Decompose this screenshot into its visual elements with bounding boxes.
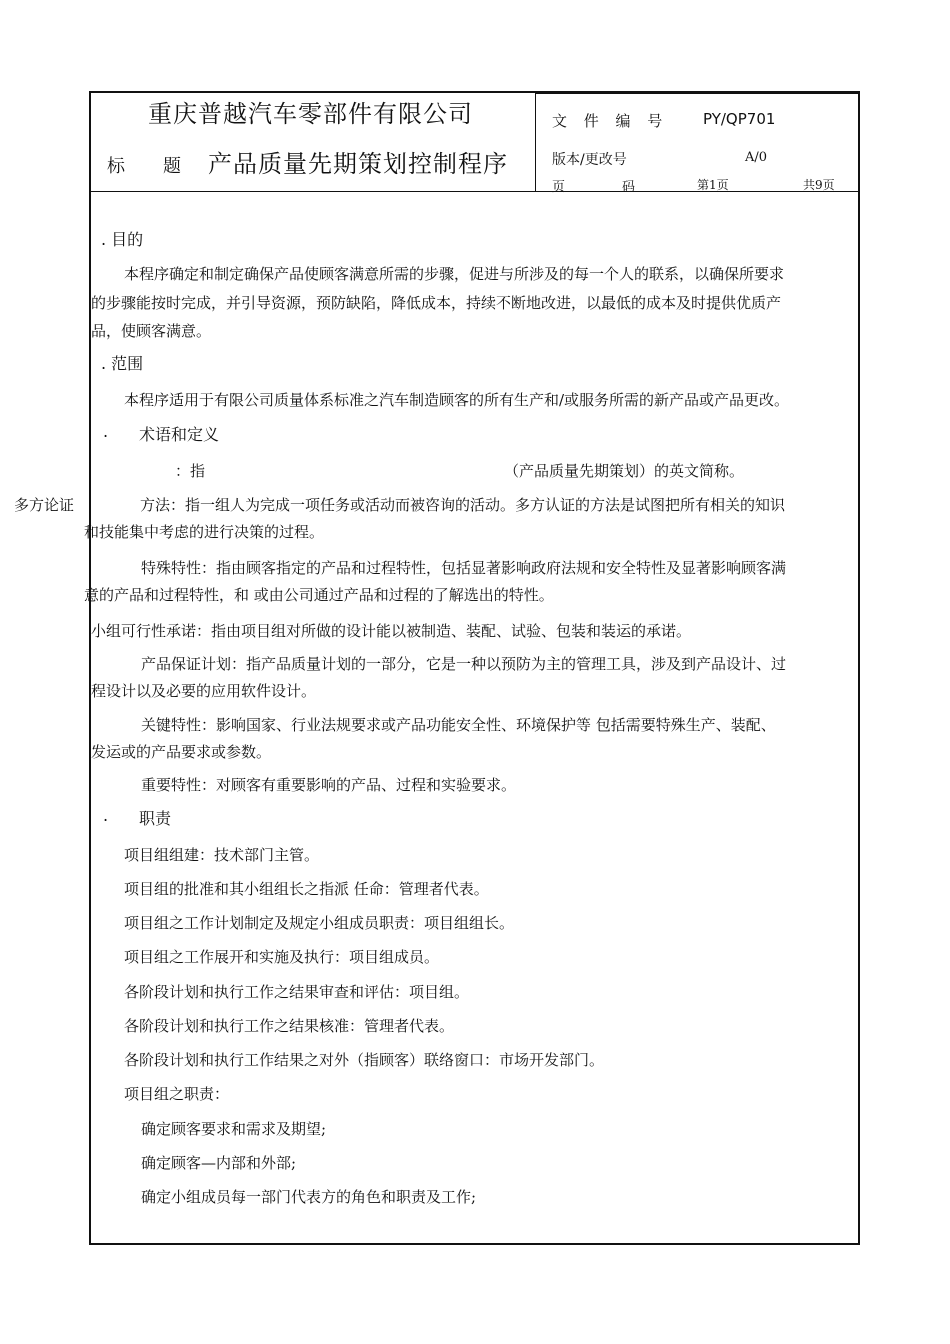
company-name: 重庆普越汽车零部件有限公司 — [148, 100, 473, 128]
doc-number-label: 文 件 编 号 — [552, 112, 663, 130]
page-label-a: 页 — [552, 180, 566, 195]
s3-side-label: 多方论证 — [14, 496, 75, 514]
page-total: 共9页 — [803, 178, 835, 192]
s4-item: 各阶段计划和执行工作之结果审查和评估：项目组。 — [124, 983, 470, 1001]
s4-item: 项目组之工作展开和实施及执行：项目组成员。 — [124, 948, 440, 966]
title-label-a: 标 — [107, 156, 125, 177]
s4-item: 项目组之职责： — [124, 1085, 230, 1103]
s1-line-3: 品，使顾客满意。 — [91, 322, 212, 340]
s3-apqp-a: ：指 — [175, 462, 206, 480]
page-label-b: 码 — [622, 180, 636, 195]
s4-item: 项目组组建：技术部门主管。 — [124, 846, 320, 864]
s3-multi-2: 和技能集中考虑的进行决策的过程。 — [84, 523, 325, 541]
s4-subitem: 确定顾客—内部和外部; — [141, 1154, 297, 1172]
s4-item: 各阶段计划和执行工作结果之对外（指顾客）联络窗口：市场开发部门。 — [124, 1051, 605, 1069]
s4-item: 各阶段计划和执行工作之结果核准：管理者代表。 — [124, 1017, 455, 1035]
s4-item: 项目组的批准和其小组组长之指派 任命：管理者代表。 — [124, 880, 489, 898]
doc-number: PY/QP701 — [703, 110, 776, 128]
s3-important: 重要特性：对顾客有重要影响的产品、过程和实验要求。 — [141, 776, 517, 794]
s3-plan-2: 程设计以及必要的应用软件设计。 — [91, 682, 317, 700]
section-4-title: 职责 — [139, 809, 172, 828]
s3-plan-1: 产品保证计划：指产品质量计划的一部分，它是一种以预防为主的管理工具，涉及到产品设计、过 — [141, 655, 787, 673]
document-title: 产品质量先期策划控制程序 — [208, 150, 508, 178]
s3-special-2: 意的产品和过程特性，和 或由公司通过产品和过程的了解选出的特性。 — [84, 586, 554, 604]
s4-item: 项目组之工作计划制定及规定小组成员职责：项目组组长。 — [124, 914, 515, 932]
s3-key-1: 关键特性：影响国家、行业法规要求或产品功能安全性、环境保护等 包括需要特殊生产、装配、 — [141, 716, 776, 734]
header-top-border — [535, 91, 860, 94]
page-number: 第1页 — [697, 178, 729, 192]
s3-feasibility: 小组可行性承诺：指由项目组对所做的设计能以被制造、装配、试验、包装和装运的承诺。 — [91, 622, 692, 640]
version-label: 版本/更改号 — [552, 152, 627, 168]
s1-line-1: 本程序确定和制定确保产品使顾客满意所需的步骤，促进与所涉及的每一个人的联系，以确保所要求 — [124, 265, 785, 283]
s3-special-1: 特殊特性：指由顾客指定的产品和过程特性，包括显著影响政府法规和安全特性及显著影响顾客满 — [141, 559, 787, 577]
s2-line-1: 本程序适用于有限公司质量体系标准之汽车制造顾客的所有生产和/或服务所需的新产品或产品更改。 — [124, 391, 790, 409]
s3-multi-1: 方法：指一组人为完成一项任务或活动而被咨询的活动。多方认证的方法是试图把所有相关的知识 — [140, 496, 786, 514]
s3-key-2: 发运或的产品要求或参数。 — [91, 743, 272, 761]
section-2-title: . 范围 — [101, 354, 144, 373]
version-value: A/0 — [745, 150, 768, 165]
s3-apqp-b: （产品质量先期策划）的英文简称。 — [504, 462, 745, 480]
section-3-title: 术语和定义 — [139, 425, 220, 444]
s4-subitem: 确定顾客要求和需求及期望; — [141, 1120, 327, 1138]
s4-subitem: 确定小组成员每一部门代表方的角色和职责及工作; — [141, 1188, 477, 1206]
header-divider — [535, 91, 536, 191]
section-1-title: . 目的 — [101, 230, 144, 249]
s1-line-2: 的步骤能按时完成，并引导资源，预防缺陷，降低成本，持续不断地改进，以最低的成本及时提供优质产 — [91, 294, 782, 312]
section-4-dot: . — [103, 806, 109, 825]
section-3-dot: . — [103, 422, 109, 441]
title-label-b: 题 — [163, 156, 181, 177]
header-bottom-border — [89, 191, 860, 192]
